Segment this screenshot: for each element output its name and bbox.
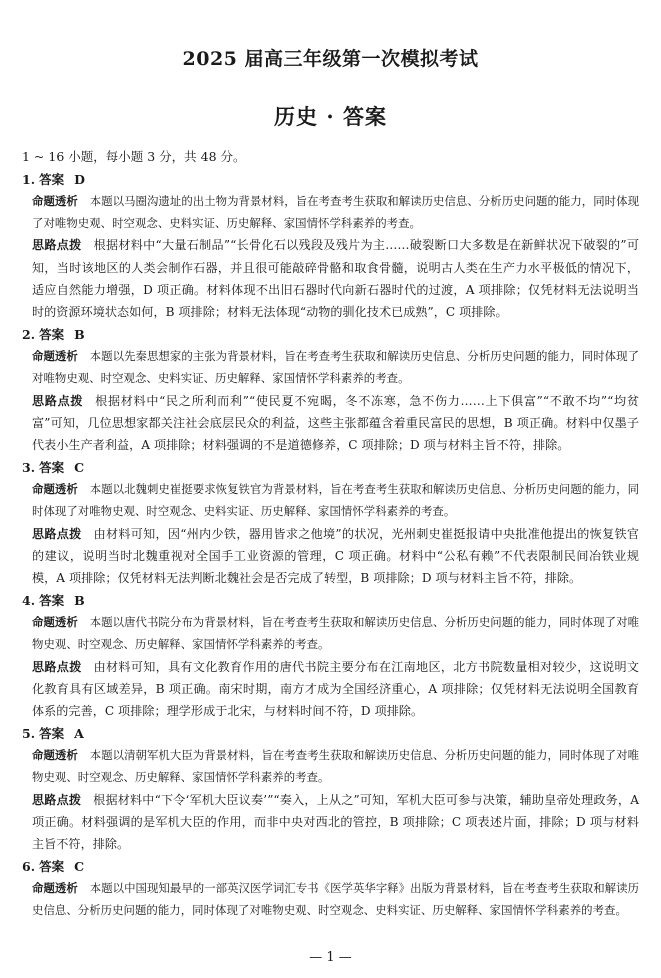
question-number: 3. — [22, 460, 36, 476]
intent-paragraph — [32, 190, 639, 234]
intent-label: 命题透析 — [32, 349, 78, 364]
answer-choice: C — [74, 460, 85, 476]
hint-paragraph — [32, 523, 639, 590]
answer-choice: C — [74, 859, 85, 875]
question-answer-line — [22, 324, 639, 345]
hint-label: 思路点拨 — [32, 526, 82, 541]
question-number: 1. — [22, 172, 36, 187]
question-answer-line — [22, 723, 639, 744]
intent-label: 命题透析 — [32, 194, 78, 208]
intent-label: 命题透析 — [32, 482, 78, 497]
question-answer-line — [22, 169, 639, 190]
intent-text: 本题以中国现知最早的一部英汉医学词汇专书《医学英华字释》出版为背景材料，旨在考查考生获取和解读历史信息、分析历史问题的能力，同时体现了对唯物史观、时空观念、史料实证、历史解释、家国情怀学科素养的考查。 — [32, 881, 640, 918]
question-block — [22, 169, 639, 323]
hint-paragraph — [32, 234, 639, 323]
answer-label: 答案 — [39, 593, 65, 609]
hint-paragraph — [32, 390, 639, 457]
question-answer-line — [22, 457, 639, 478]
hint-paragraph — [32, 789, 639, 856]
question-answer-line — [22, 590, 639, 611]
hint-label: 思路点拨 — [32, 238, 82, 253]
question-block — [22, 457, 639, 589]
hint-label: 思路点拨 — [32, 659, 82, 674]
question-number: 6. — [22, 859, 36, 875]
intent-label: 命题透析 — [32, 748, 78, 763]
hint-paragraph — [32, 656, 639, 723]
question-number: 2. — [22, 327, 36, 343]
hint-text: 由材料可知，因“州内少铁，器用皆求之他境”的状况，光州刺史崔挺报请中央批准他提出的恢复铁官的建议，说明当时北魏重视对全国手工业资源的管理，C 项正确。材料中“公私有赖”不代表限制民间冶铁业规模，A 项排除；仅凭材料无法判断北魏社会是否完成了转型，B 项排除；D 项与材料主旨不符，排除。 — [32, 526, 639, 586]
answer-label: 答案 — [39, 327, 65, 343]
exam-title: 2025 届高三年级第一次模拟考试 — [182, 48, 479, 70]
question-block — [22, 856, 639, 921]
answer-choice: B — [74, 593, 85, 609]
answer-choice: B — [74, 327, 85, 343]
scoring-intro: 1 ~ 16 小题，每小题 3 分，共 48 分。 — [22, 149, 246, 164]
answer-label: 答案 — [39, 859, 65, 875]
question-answer-line — [22, 856, 639, 877]
intent-label: 命题透析 — [32, 881, 78, 896]
question-block — [22, 590, 639, 722]
intent-paragraph — [32, 611, 639, 655]
intent-text: 本题以先秦思想家的主张为背景材料，旨在考查考生获取和解读历史信息、分析历史问题的能力，同时体现了对唯物史观、时空观念、史料实证、历史解释、家国情怀学科素养的考查。 — [32, 349, 640, 386]
intent-text: 本题以马圈沟遗址的出土物为背景材料，旨在考查考生获取和解读历史信息、分析历史问题的能力，同时体现了对唯物史观、时空观念、史料实证、历史解释、家国情怀学科素养的考查。 — [32, 194, 640, 231]
intent-label: 命题透析 — [32, 615, 78, 630]
question-block — [22, 723, 639, 855]
hint-label: 思路点拨 — [32, 393, 84, 408]
question-block — [22, 324, 639, 456]
answer-label: 答案 — [39, 460, 65, 476]
hint-text: 由材料可知，具有文化教育作用的唐代书院主要分布在江南地区，北方书院数量相对较少，这说明文化教育具有区域差异，B 项正确。南宋时期，南方才成为全国经济重心，A 项排除；仅凭材料无法说明全国教育体系的完善，C 项排除；理学形成于北宋，与材料时间不符，D 项排除。 — [32, 659, 639, 719]
intent-text: 本题以唐代书院分布为背景材料，旨在考查考生获取和解读历史信息、分析历史问题的能力，同时体现了对唯物史观、时空观念、历史解释、家国情怀学科素养的考查。 — [32, 615, 640, 652]
question-number: 5. — [22, 726, 36, 742]
intent-text: 本题以北魏刺史崔挺要求恢复铁官为背景材料，旨在考查考生获取和解读历史信息、分析历史问题的能力，同时体现了对唯物史观、时空观念、史料实证、历史解释、家国情怀学科素养的考查。 — [32, 482, 640, 519]
hint-text: 根据材料中“下令‘军机大臣议奏’”“奏入，上从之”可知，军机大臣可参与决策，辅助皇帝处理政务，A 项正确。材料强调的是军机大臣的作用，而非中央对西北的管控，B 项排除；C 项表述片面，排除；D 项与材料主旨不符，排除。 — [32, 792, 639, 852]
intent-paragraph — [32, 744, 639, 788]
answer-choice: D — [74, 172, 85, 187]
answer-label: 答案 — [39, 172, 65, 187]
intent-paragraph — [32, 345, 639, 389]
intent-text: 本题以清朝军机大臣为背景材料，旨在考查考生获取和解读历史信息、分析历史问题的能力，同时体现了对唯物史观、时空观念、历史解释、家国情怀学科素养的考查。 — [32, 748, 640, 785]
intent-paragraph — [32, 877, 639, 921]
question-number: 4. — [22, 593, 36, 609]
answer-choice: A — [74, 726, 84, 742]
answer-content — [22, 147, 639, 922]
question-list — [22, 169, 639, 922]
hint-text: 根据材料中“民之所利而利”“使民夏不宛暍，冬不冻寒，急不伤力……上下俱富”“不敢不均”“均贫富”可知，几位思想家都关注社会底层民众的利益，这些主张都蕴含着重民富民的思想，B 项正确。材料中仅墨子代表小生产者利益，A 项排除；材料强调的不是道德修养，C 项排除；D 项与材料主旨不符，排除。 — [32, 393, 639, 453]
hint-text: 根据材料中“大量石制品”“长骨化石以残段及残片为主……破裂断口大多数是在新鲜状况下破裂的”可知，当时该地区的人类会制作石器，并且很可能敲碎骨骼和取食骨髓，说明古人类在生产力水平极低的情况下，适应自然能力增强，D 项正确。材料体现不出旧石器时代向新石器时代的过渡，A 项排除；仅凭材料无法说明当时的资源环境状态如何，B 项排除；材料无法体现“动物的驯化技术已成熟”，C 项排除。 — [32, 238, 639, 320]
answer-label: 答案 — [39, 726, 65, 742]
page-number: — 1 — — [309, 950, 352, 965]
intent-paragraph — [32, 478, 639, 522]
hint-label: 思路点拨 — [32, 792, 82, 807]
exam-subtitle: 历史 · 答案 — [274, 104, 387, 129]
